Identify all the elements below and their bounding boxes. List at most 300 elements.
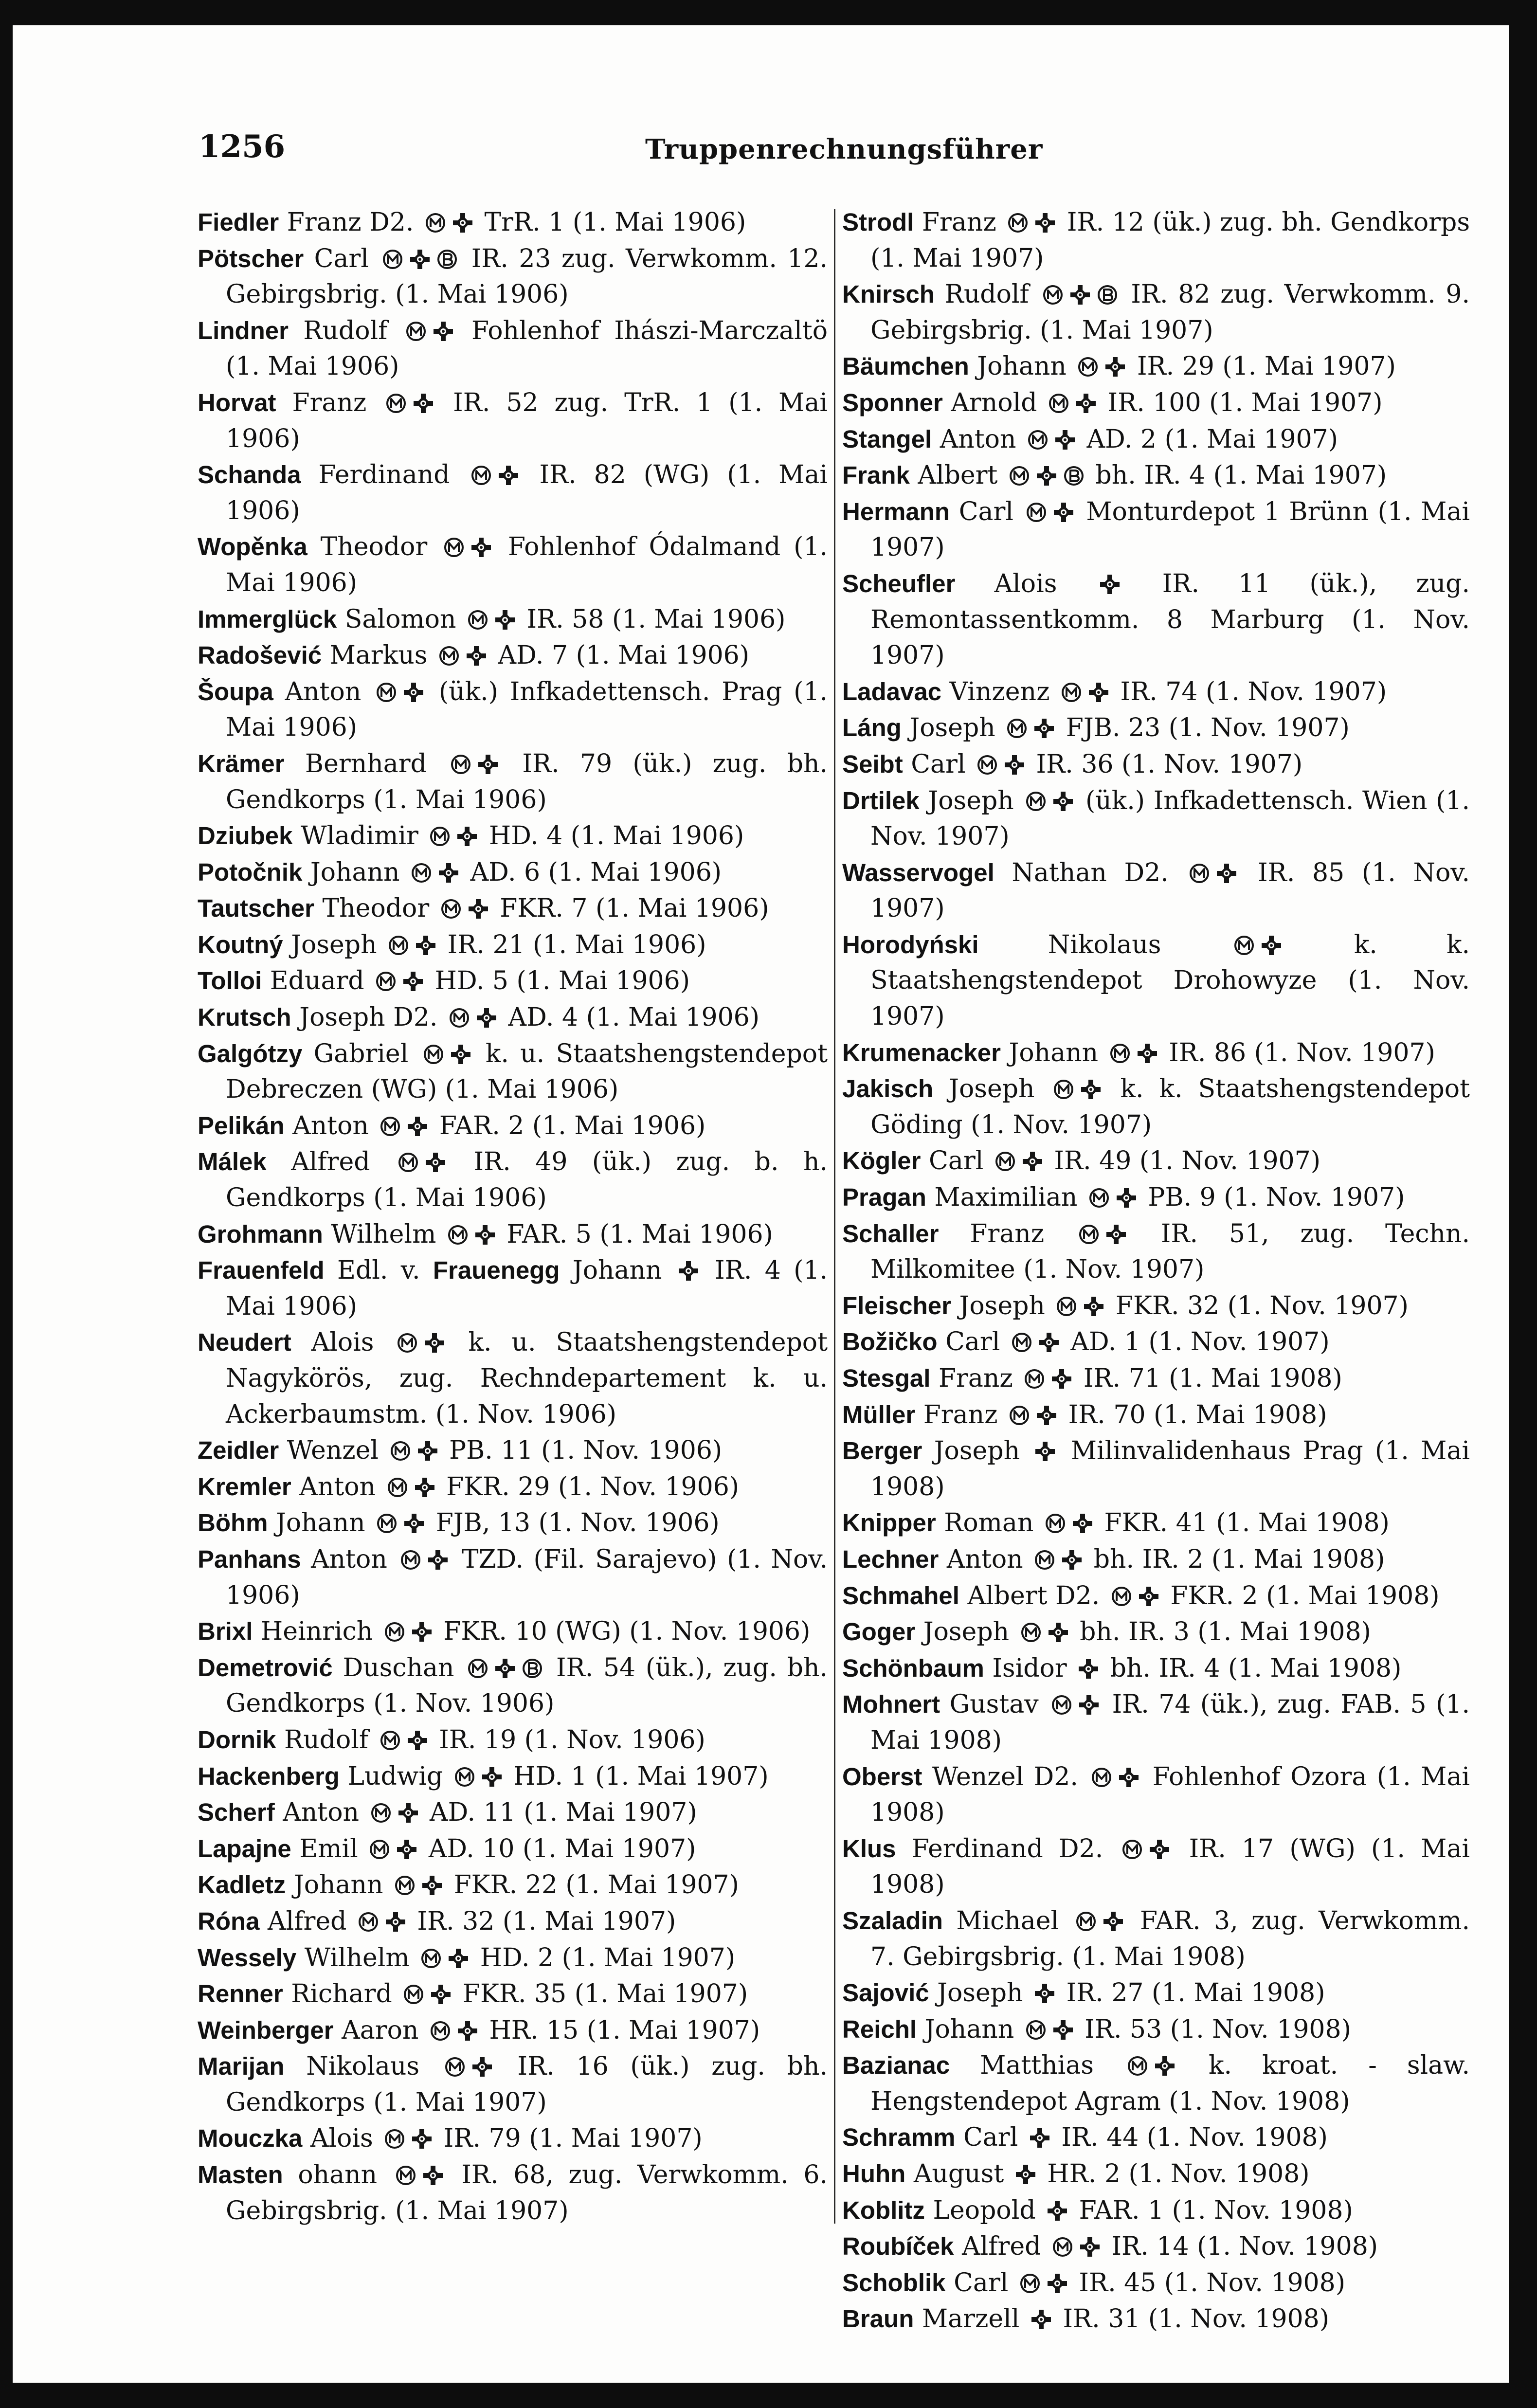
entry-surname-part: Frauenegg (433, 1256, 560, 1285)
entry-surname: Neudert (198, 1328, 291, 1357)
military-cross-icon (1047, 2273, 1068, 2294)
entry-details: FAR. 5 (1. Mai 1906) (498, 1219, 773, 1249)
entry-details: Joseph (929, 1978, 1031, 2008)
entry-details: Vinzenz (941, 677, 1058, 706)
entry-details: k. u. Staatshengstendepot Nagykörös, zug. Rechndepartement k. u. Ackerbaumstm. (1. Nov. 1906) (226, 1328, 828, 1429)
circled-b-icon (1063, 465, 1085, 487)
military-cross-icon (1099, 574, 1121, 595)
entry-surname: Wasservogel (842, 858, 995, 887)
entry-details: IR. 70 (1. Mai 1908) (1060, 1400, 1327, 1430)
entry-surname: Ladavac (842, 677, 942, 706)
entry-details: Milinvalidenhaus Prag (1. Mai 1908) (870, 1436, 1470, 1502)
directory-entry (842, 2265, 1470, 2301)
circled-m-icon (420, 1948, 442, 1969)
directory-entry (842, 1071, 1470, 1143)
circled-m-icon (425, 212, 446, 234)
directory-entry (198, 385, 828, 457)
directory-entry (198, 1216, 828, 1253)
directory-entry (842, 1831, 1470, 1903)
entry-details: Maximilian (926, 1183, 1085, 1213)
circled-m-icon (1024, 1368, 1045, 1390)
military-cross-icon (411, 1621, 433, 1643)
entry-details: HD. 2 (1. Mai 1907) (472, 1943, 736, 1973)
entry-surname: Scheufler (842, 569, 956, 597)
entry-details: Fohlenhof Ódalmand (1. Mai 1906) (226, 532, 828, 597)
directory-entry (842, 1578, 1470, 1614)
military-cross-icon (1261, 935, 1282, 956)
entry-details: IR. 49 (ük.) zug. b. h. Gendkorps (1. Mai 1906) (226, 1147, 828, 1213)
entry-details: Theodor (314, 894, 437, 923)
entry-surname: Klus (842, 1834, 896, 1863)
entry-surname: Masten (198, 2161, 283, 2189)
entry-surname: Božičko (842, 1328, 938, 1356)
entry-details: FKR. 22 (1. Mai 1907) (446, 1870, 739, 1900)
circled-m-icon (384, 2128, 405, 2150)
directory-entry (842, 385, 1470, 421)
directory-entry (198, 1036, 828, 1108)
entry-details: IR. 44 (1. Nov. 1908) (1053, 2123, 1328, 2153)
entry-details: Edl. v. (324, 1256, 433, 1285)
entry-details: Johann (969, 352, 1075, 381)
entry-surname: Reichl (842, 2015, 917, 2043)
entry-surname: Róna (198, 1907, 260, 1935)
document-page (13, 25, 1509, 2383)
entry-surname: Schanda (198, 461, 301, 489)
directory-entry (842, 2156, 1470, 2192)
entry-details: Franz (915, 1400, 1006, 1430)
entry-details: Rudolf (289, 316, 402, 345)
entry-details: FKR. 32 (1. Nov. 1907) (1107, 1291, 1409, 1321)
military-cross-icon (1104, 356, 1126, 378)
circled-m-icon (1127, 2055, 1148, 2077)
entry-surname: Frank (842, 461, 910, 489)
circled-m-icon (976, 754, 998, 776)
military-cross-icon (456, 826, 478, 847)
entry-surname: Kadletz (198, 1871, 286, 1899)
circled-m-icon (1011, 1332, 1032, 1353)
entry-details: FAR. 3, zug. Verwkomm. 7. Gebirgsbrig. (1. Mai 1908) (870, 1906, 1470, 1972)
entry-details: PB. 9 (1. Nov. 1907) (1139, 1183, 1405, 1213)
entry-details: FKR. 35 (1. Mai 1907) (454, 1979, 748, 2009)
entry-details: Franz (930, 1364, 1021, 1393)
entry-details: IR. 14 (1. Nov. 1908) (1103, 2232, 1378, 2262)
directory-entry (198, 1650, 828, 1722)
entry-details: Wenzel D2. (922, 1762, 1088, 1792)
directory-entry (842, 2047, 1470, 2119)
entry-details: Johann (1001, 1038, 1106, 1068)
directory-entry (842, 855, 1470, 927)
military-cross-icon (1138, 1586, 1159, 1607)
entry-details: FJB, 13 (1. Nov. 1906) (428, 1508, 720, 1538)
directory-entry (842, 1759, 1470, 1831)
entry-details: Markus (322, 641, 435, 670)
entry-surname: Hackenberg (198, 1762, 340, 1790)
entry-details: k. k. Staatshengstendepot Drohowyze (1. Nov. 1907) (870, 930, 1470, 1032)
military-cross-icon (1078, 1694, 1100, 1716)
entry-details: IR. 23 zug. Verwkomm. 12. Gebirgsbrig. (1. Mai 1906) (226, 244, 828, 309)
military-cross-icon (1034, 1983, 1055, 2004)
entry-surname: Mouczka (198, 2124, 303, 2153)
entry-details: IR. 79 (1. Mai 1907) (435, 2124, 703, 2154)
entry-surname: Grohmann (198, 1220, 323, 1248)
entry-surname: Horvat (198, 388, 276, 416)
circled-m-icon (390, 1440, 411, 1462)
entry-surname: Panhans (198, 1545, 301, 1573)
entry-surname: Kremler (198, 1472, 291, 1501)
directory-entry (842, 1541, 1470, 1578)
entry-surname: Jakisch (842, 1075, 934, 1103)
circled-m-icon (1121, 1839, 1143, 1860)
directory-entry (842, 566, 1470, 674)
directory-entry (842, 1975, 1470, 2011)
circled-m-icon (1009, 465, 1030, 487)
entry-details: IR. 4 (1. Mai 1906) (226, 1256, 828, 1321)
entry-details: Nathan D2. (994, 858, 1186, 887)
entry-details: Richard (283, 1979, 400, 2009)
circled-m-icon (454, 1766, 475, 1788)
military-cross-icon (403, 1513, 425, 1534)
military-cross-icon (466, 645, 487, 667)
circled-m-icon (403, 1984, 424, 2005)
directory-entry (198, 1976, 828, 2012)
entry-details: Bernhard (284, 749, 448, 779)
entry-details: Carl (955, 2123, 1026, 2153)
military-cross-icon (498, 465, 519, 486)
directory-entry (198, 890, 828, 927)
directory-entry (842, 1505, 1470, 1541)
directory-entry (842, 2192, 1470, 2229)
entry-details: ohann (283, 2160, 392, 2190)
entry-surname: Oberst (842, 1762, 922, 1791)
entry-details: HR. 15 (1. Mai 1907) (481, 2015, 760, 2045)
entry-surname: Lapajne (198, 1834, 291, 1863)
directory-entry (842, 746, 1470, 783)
entry-surname: Schmahel (842, 1581, 959, 1610)
directory-entry (198, 2120, 828, 2157)
circled-m-icon (438, 645, 460, 667)
military-cross-icon (1033, 718, 1055, 739)
military-cross-icon (421, 1875, 443, 1896)
directory-entry (198, 1108, 828, 1144)
entry-details: PB. 11 (1. Nov. 1906) (441, 1436, 723, 1466)
entry-details: HD. 4 (1. Mai 1906) (481, 821, 744, 851)
entry-surname: Fiedler (198, 208, 279, 236)
military-cross-icon (494, 1658, 516, 1679)
directory-entry (842, 1433, 1470, 1505)
entry-details: Rudolf (934, 280, 1039, 309)
military-cross-icon (1061, 1549, 1083, 1571)
military-cross-icon (678, 1260, 699, 1282)
entry-details: Ferdinand D2. (896, 1834, 1119, 1864)
circled-m-icon (398, 1152, 419, 1173)
directory-entry (842, 348, 1470, 385)
directory-entry (198, 1505, 828, 1541)
entry-details: FAR. 1 (1. Nov. 1908) (1071, 2195, 1353, 2225)
military-cross-icon (407, 1116, 428, 1137)
military-cross-icon (1103, 1911, 1124, 1932)
entry-surname: Krutsch (198, 1003, 291, 1032)
directory-entry (842, 1179, 1470, 1216)
entry-details: Roman (936, 1508, 1042, 1538)
entry-details: FKR. 2 (1. Mai 1908) (1162, 1581, 1440, 1611)
entry-details: Anton (273, 677, 373, 706)
directory-entry (198, 1252, 828, 1324)
military-cross-icon (1072, 1513, 1093, 1534)
directory-entry (842, 1686, 1470, 1758)
entry-details: Heinrich (253, 1617, 381, 1647)
military-cross-icon (385, 1911, 406, 1933)
entry-details: Alfred (259, 1906, 355, 1936)
circled-m-icon (405, 321, 427, 342)
directory-entry (842, 1143, 1470, 1179)
circled-m-icon (1020, 1622, 1042, 1643)
directory-entry (842, 421, 1470, 458)
directory-entry (198, 637, 828, 674)
entry-surname: Koblitz (842, 2196, 925, 2224)
entry-surname: Hermann (842, 497, 950, 525)
entry-details: Carl (921, 1146, 992, 1176)
entry-details: IR. 21 (1. Mai 1906) (439, 930, 706, 960)
entry-surname: Pragan (842, 1183, 926, 1212)
military-cross-icon (1053, 502, 1074, 523)
military-cross-icon (494, 609, 516, 631)
entry-details: Franz D2. (279, 208, 422, 237)
military-cross-icon (1022, 1151, 1043, 1172)
directory-entry (198, 1469, 828, 1505)
entry-surname: Lindner (198, 316, 289, 344)
circled-m-icon (370, 1802, 392, 1824)
military-cross-icon (1154, 2055, 1175, 2077)
entry-surname: Wopěnka (198, 533, 307, 561)
circled-m-icon (376, 682, 397, 703)
entry-details: Franz (914, 208, 1005, 237)
entry-details: IR. 17 (WG) (1. Mai 1908) (870, 1834, 1470, 1900)
entry-details: TZD. (Fil. Sarajevo) (1. Nov. 1906) (226, 1544, 828, 1610)
entry-details: IR. 52 zug. TrR. 1 (1. Mai 1906) (226, 388, 828, 453)
entry-details: Carl (950, 497, 1023, 526)
directory-entry (842, 2011, 1470, 2048)
running-title: Truppenrechnungsführer (645, 133, 1043, 165)
entry-details: IR. 11 (ük.), zug. Remontassentkomm. 8 Marburg (1. Nov. 1907) (870, 569, 1470, 670)
directory-entry (842, 2228, 1470, 2265)
military-cross-icon (1047, 2200, 1068, 2222)
military-cross-icon (468, 898, 489, 920)
military-cross-icon (1031, 2309, 1052, 2330)
military-cross-icon (1048, 1622, 1069, 1643)
military-cross-icon (417, 1440, 438, 1462)
entry-surname: Kögler (842, 1147, 921, 1175)
entry-details: Michael (942, 1906, 1072, 1936)
directory-entry (842, 927, 1470, 1035)
entry-details: IR. 36 (1. Nov. 1907) (1028, 749, 1303, 779)
entry-details: Wladimir (292, 821, 427, 851)
circled-m-icon (995, 1151, 1016, 1172)
entry-details: Anton (291, 1472, 384, 1502)
directory-entry (198, 1613, 828, 1650)
military-cross-icon (424, 1332, 445, 1354)
military-cross-icon (1054, 429, 1076, 451)
entry-surname: Šoupa (198, 677, 273, 706)
circled-m-icon (411, 862, 432, 884)
entry-details: FKR. 29 (1. Nov. 1906) (438, 1472, 740, 1502)
directory-entry (198, 818, 828, 854)
circled-m-icon (369, 1839, 390, 1860)
directory-entry (198, 1722, 828, 1758)
entry-details: Emil (291, 1834, 366, 1864)
circled-m-icon (394, 1875, 416, 1896)
military-cross-icon (1052, 791, 1074, 812)
entry-surname: Stangel (842, 425, 932, 453)
entry-surname: Schönbaum (842, 1654, 984, 1682)
entry-details: Alfred (266, 1147, 395, 1177)
circled-m-icon (388, 935, 409, 956)
entry-surname: Potočnik (198, 858, 303, 886)
left-column (198, 204, 828, 2229)
directory-entry (198, 2012, 828, 2049)
entry-surname: Pelikán (198, 1111, 285, 1140)
entry-surname: Demetrović (198, 1653, 333, 1682)
entry-details: IR. 29 (1. Mai 1907) (1129, 352, 1396, 381)
entry-details: Joseph (283, 930, 385, 960)
circled-m-icon (1056, 1296, 1077, 1317)
entry-surname: Láng (842, 714, 902, 742)
circled-m-icon (1078, 1224, 1100, 1245)
entry-surname: Huhn (842, 2160, 906, 2188)
military-cross-icon (409, 249, 431, 270)
directory-entry (198, 2157, 828, 2229)
entry-details: IR. 27 (1. Mai 1908) (1058, 1978, 1325, 2008)
entry-surname: Marijan (198, 2052, 285, 2081)
circled-m-icon (450, 754, 471, 775)
circled-m-icon (1045, 1513, 1066, 1534)
entry-details: IR. 51, zug. Techn. Milkomitee (1. Nov. 1907) (870, 1219, 1470, 1285)
circled-m-icon (467, 1658, 488, 1679)
entry-details: Aaron (333, 2015, 427, 2045)
entry-surname: Sajović (842, 1979, 929, 2007)
directory-entry (842, 710, 1470, 746)
military-cross-icon (471, 2056, 493, 2078)
military-cross-icon (452, 212, 473, 234)
military-cross-icon (1069, 284, 1091, 306)
entry-details: Rudolf (276, 1725, 377, 1755)
entry-surname: Bäumchen (842, 352, 969, 380)
circled-m-icon (395, 2165, 416, 2186)
military-cross-icon (476, 1007, 497, 1029)
circled-b-icon (1097, 284, 1118, 306)
entry-details: IR. 82 (WG) (1. Mai 1906) (226, 460, 828, 525)
directory-entry (842, 1216, 1470, 1288)
directory-entry (842, 204, 1470, 276)
entry-details: IR. 45 (1. Nov. 1908) (1070, 2268, 1345, 2298)
circled-m-icon (1111, 1586, 1132, 1607)
entry-details: Leopold (924, 2195, 1044, 2225)
circled-m-icon (1042, 284, 1064, 306)
entry-details: Ludwig (339, 1761, 451, 1791)
directory-entry (198, 1940, 828, 1976)
military-cross-icon (430, 1984, 452, 2005)
entry-surname: Frauenfeld (198, 1256, 325, 1285)
entry-details: Anton (284, 1111, 377, 1141)
military-cross-icon (1036, 1405, 1057, 1426)
directory-entry (198, 1794, 828, 1831)
directory-entry (842, 1397, 1470, 1433)
entry-details: Duschan (332, 1653, 465, 1683)
entry-details: Marzell (914, 2304, 1028, 2334)
military-cross-icon (1015, 2164, 1036, 2185)
military-cross-icon (1080, 1079, 1102, 1100)
circled-m-icon (447, 1224, 469, 1246)
military-cross-icon (427, 1549, 449, 1571)
military-cross-icon (1029, 2127, 1050, 2149)
entry-surname: Sponner (842, 388, 943, 416)
military-cross-icon (470, 537, 492, 558)
entry-details: bh. IR. 4 (1. Mai 1908) (1102, 1653, 1402, 1683)
entry-surname: Drtilek (842, 786, 920, 815)
column-divider (834, 209, 835, 2224)
entry-details: Carl (937, 1327, 1008, 1357)
entry-details: FKR. 10 (WG) (1. Nov. 1906) (435, 1617, 811, 1647)
military-cross-icon (1105, 1224, 1127, 1245)
entry-details: Arnold (942, 388, 1046, 417)
entry-surname: Scherf (198, 1798, 275, 1827)
military-cross-icon (477, 754, 499, 775)
entry-details: Alois (955, 569, 1096, 598)
circled-m-icon (1053, 1079, 1074, 1100)
circled-m-icon (400, 1549, 421, 1571)
entry-details: Gabriel (302, 1039, 420, 1068)
entry-surname: Radošević (198, 641, 322, 670)
entry-details: AD. 6 (1. Mai 1906) (462, 857, 722, 887)
entry-surname: Wessely (198, 1943, 297, 1972)
entry-details: IR. 86 (1. Nov. 1907) (1160, 1038, 1435, 1068)
directory-entry (842, 1360, 1470, 1397)
military-cross-icon (1052, 2019, 1074, 2041)
entry-details: IR. 100 (1. Mai 1907) (1100, 388, 1383, 417)
entry-surname: Krumenacker (842, 1038, 1001, 1067)
entry-surname: Pötscher (198, 244, 304, 272)
circled-m-icon (376, 1513, 398, 1534)
military-cross-icon (1075, 393, 1097, 414)
circled-m-icon (1088, 1187, 1110, 1209)
circled-m-icon (385, 393, 407, 414)
circled-m-icon (1048, 393, 1069, 414)
circled-m-icon (397, 1332, 418, 1354)
entry-details: IR. 74 (1. Nov. 1907) (1112, 677, 1387, 706)
directory-entry (198, 2048, 828, 2120)
military-cross-icon (1088, 682, 1109, 703)
circled-m-icon (444, 2056, 466, 2078)
entry-details: AD. 1 (1. Nov. 1907) (1062, 1327, 1330, 1357)
entry-details: Albert D2. (959, 1581, 1108, 1611)
entry-surname: Roubíček (842, 2232, 954, 2261)
directory-entry (198, 963, 828, 999)
circled-b-icon (522, 1658, 543, 1679)
directory-entry (198, 1541, 828, 1613)
entry-details: Theodor (307, 532, 441, 562)
military-cross-icon (438, 862, 459, 884)
entry-details: Carl (945, 2268, 1016, 2298)
entry-details: bh. IR. 3 (1. Mai 1908) (1071, 1617, 1371, 1647)
entry-details: HD. 1 (1. Mai 1907) (505, 1761, 769, 1791)
military-cross-icon (1116, 1187, 1137, 1209)
circled-m-icon (1025, 791, 1047, 812)
military-cross-icon (448, 1948, 469, 1969)
military-cross-icon (457, 2020, 478, 2042)
military-cross-icon (415, 935, 436, 956)
entry-details: Joseph (901, 713, 1004, 743)
entry-details: bh. IR. 2 (1. Mai 1908) (1085, 1544, 1385, 1574)
directory-entry (842, 2119, 1470, 2156)
